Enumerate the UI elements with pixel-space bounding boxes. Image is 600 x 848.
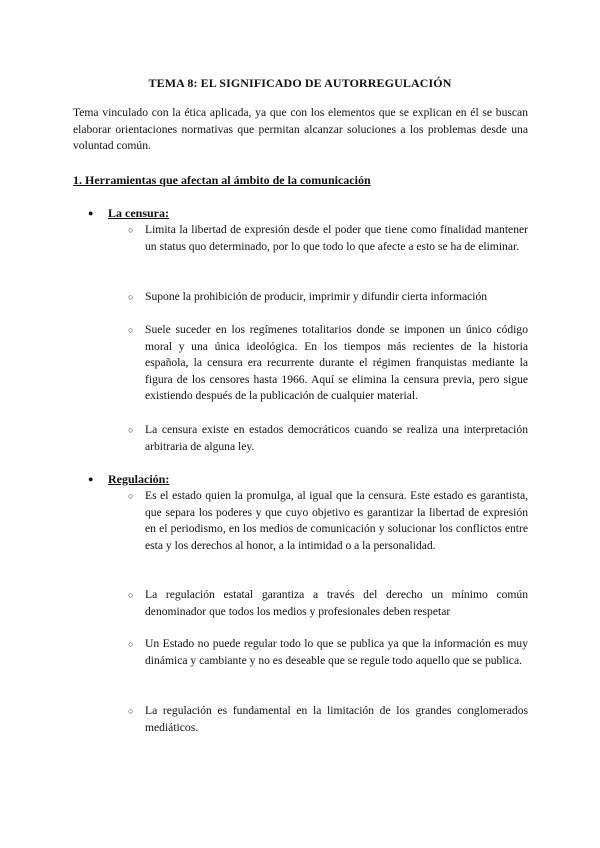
section-heading: 1. Herramientas que afectan al ámbito de la comunicación [73, 173, 371, 187]
list-item-text: Limita la libertad de expresión desde el poder que tiene como finalidad mantener un status quo determinado, por lo que todo lo que afecte a esto se ha de eliminar. [145, 223, 528, 253]
hollow-circle-bullet-icon: ○ [128, 590, 134, 600]
list-item-text: Suele suceder en los regímenes totalitarios donde se imponen un único código moral y una única ideológica. En los tiempos más recientes de la historia española, la censura era recurrente durante el régimen franquistas mediante la figura de los censores hasta 1966. Aquí se elimina la censura previa, pero sigue existiendo después de la publicación de cualquier material. [145, 323, 528, 402]
list-item-text: Un Estado no puede regular todo lo que se publica ya que la información es muy dinámica y cambiante y no es deseable que se regule todo aquello que se publica. [145, 637, 528, 667]
bullet-label: La censura: [108, 206, 169, 220]
hollow-circle-bullet-icon: ○ [128, 491, 134, 501]
intro-paragraph: Tema vinculado con la ética aplicada, ya que con los elementos que se explican en él se buscan elaborar orientaciones normativas que permitan alcanzar soluciones a los problemas desde una voluntad común. [73, 106, 528, 152]
hollow-circle-bullet-icon: ○ [128, 325, 134, 335]
hollow-circle-bullet-icon: ○ [128, 706, 134, 716]
list-item-text: La regulación es fundamental en la limitación de los grandes conglomerados mediáticos. [145, 704, 528, 734]
black-circle-bullet-icon: ● [88, 474, 94, 484]
list-item-text: La regulación estatal garantiza a través del derecho un mínimo común denominador que todos los medios y profesionales deben respetar [145, 588, 528, 618]
list-item-text: La censura existe en estados democráticos cuando se realiza una interpretación arbitraria de alguna ley. [145, 423, 528, 453]
hollow-circle-bullet-icon: ○ [128, 639, 134, 649]
document-title: TEMA 8: EL SIGNIFICADO DE AUTORREGULACIÓN [148, 76, 452, 90]
hollow-circle-bullet-icon: ○ [128, 225, 134, 235]
list-item-text: Supone la prohibición de producir, imprimir y difundir cierta información [145, 290, 488, 303]
black-circle-bullet-icon: ● [88, 208, 94, 218]
hollow-circle-bullet-icon: ○ [128, 425, 134, 435]
hollow-circle-bullet-icon: ○ [128, 292, 134, 302]
bullet-censura [88, 205, 169, 222]
bullet-label: Regulación: [108, 472, 170, 486]
bullet-regulacion [88, 471, 169, 488]
list-item-text: Es el estado quien la promulga, al igual que la censura. Este estado es garantista, que separa los poderes y que cuyo objetivo es garantizar la libertad de expresión en el periodismo, en los medios de comunicación y solucionar los conflictos entre esta y los derechos al honor, a la intimidad o a la personalidad. [145, 489, 528, 552]
